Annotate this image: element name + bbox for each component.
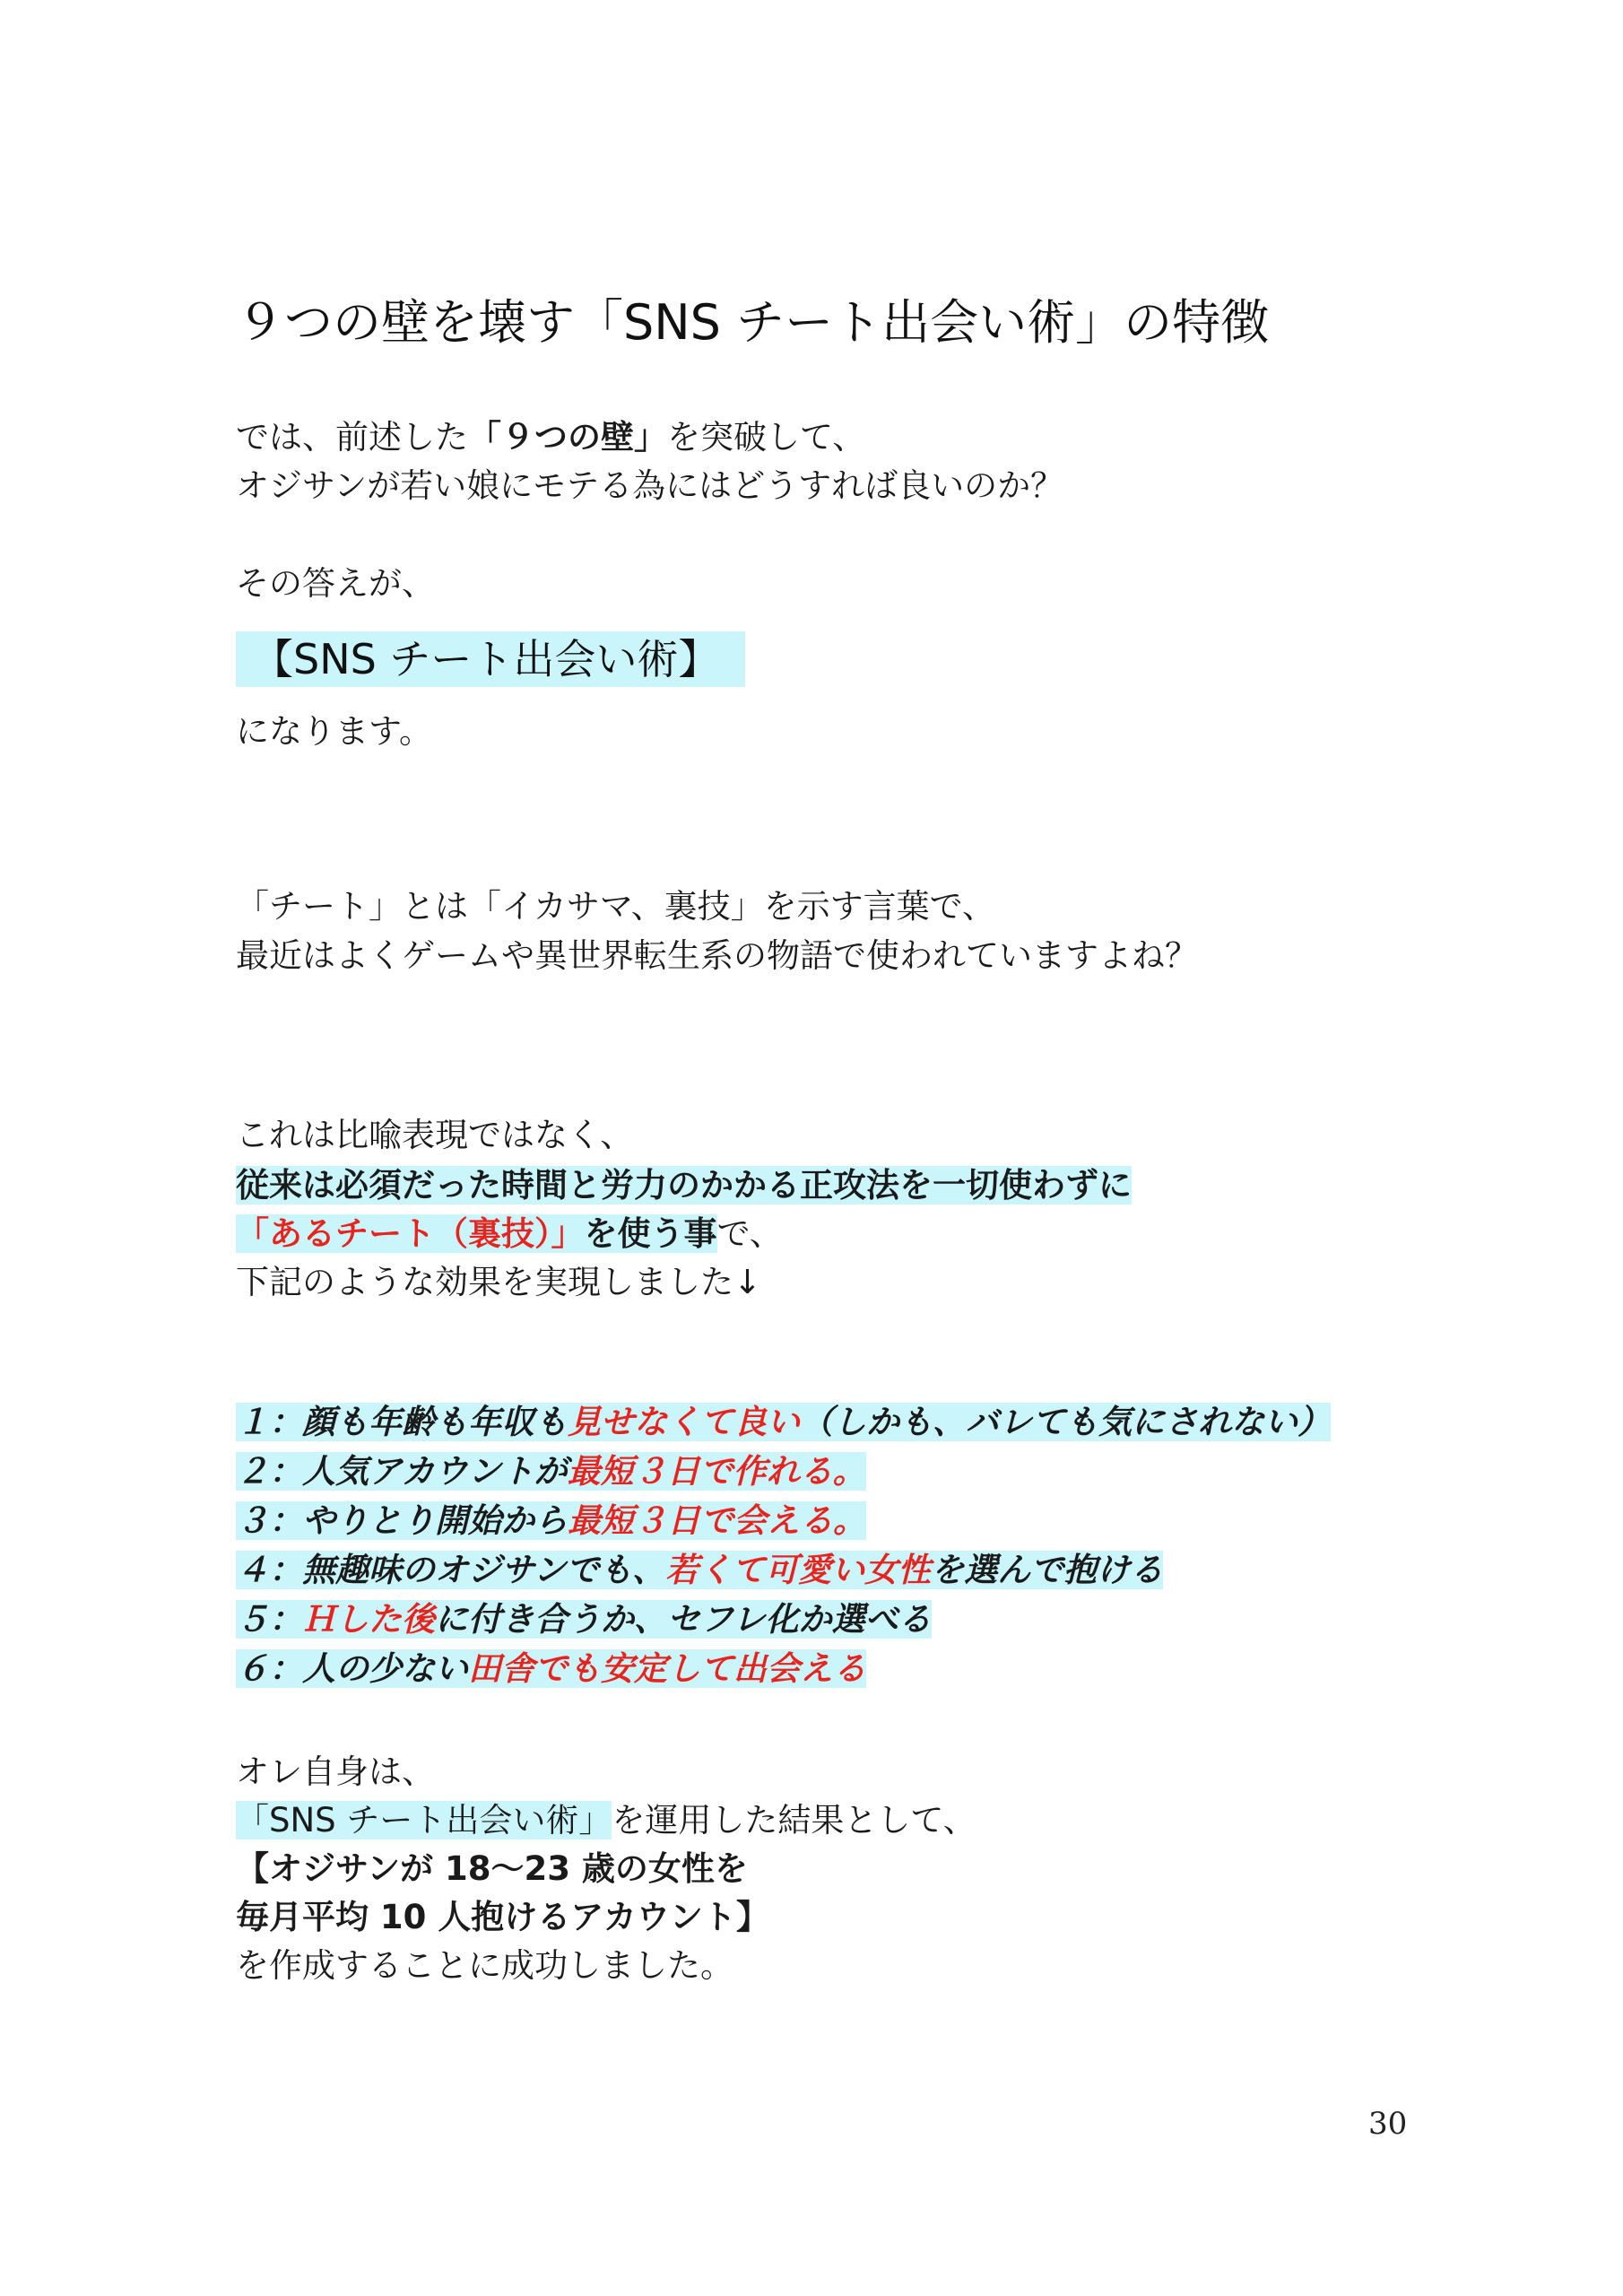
effect-item [236,1547,1163,1594]
effect-emphasis: 最短３日で会える。 [568,1501,866,1540]
effect-text: に付き合うか、セフレ化か選べる [435,1600,932,1639]
effect-emphasis: 田舎でも安定して出会える [468,1649,866,1688]
desc-line-1: これは比喩表現ではなく、 [236,1116,634,1154]
cheat-line-1: 「チート」とは「イカサマ、裏技」を示す言葉で、 [236,887,995,926]
page-title: ９つの壁を壊す「SNS チート出会い術」の特徴 [236,294,1270,351]
effect-text: を選んで抱ける [931,1551,1164,1589]
nine-walls-emphasis: 「９つの壁」 [468,418,667,457]
effect-item [236,1498,866,1544]
effect-text: １：顔も年齢も年収も [236,1403,568,1441]
effect-emphasis: 見せなくて良い [568,1403,800,1441]
effect-text: ３：やりとり開始から [236,1501,568,1540]
effect-item [236,1596,932,1643]
effect-item [236,1448,866,1495]
effect-item [236,1646,866,1692]
cheat-emphasis: 「あるチート（裏技）」 [236,1214,585,1253]
intro-text: では、前述した [236,418,468,457]
desc-line-2 [236,1162,1132,1209]
highlighted-text: 従来は必須だった時間と労力のかかる正攻法を一切使わずに [236,1166,1132,1205]
highlighted-text: を使う事 [584,1214,717,1253]
effect-text: ４：無趣味のオジサンでも、 [236,1551,666,1589]
result-text: を運用した結果として、 [612,1801,976,1839]
effect-item [236,1399,1331,1446]
effect-text: ６：人の少ない [236,1649,468,1688]
result-line-5: を作成することに成功しました。 [236,1946,733,1985]
result-line-4: 毎月平均 10 人抱けるアカウント】 [236,1898,769,1936]
intro-line-2: オジサンが若い娘にモテる為にはどうすれば良いのか？ [236,466,1064,505]
hero-highlight: 【SNS チート出会い術】 [236,631,745,687]
effect-emphasis: 最短３日で作れる。 [567,1452,866,1491]
page-number: 30 [1368,2106,1408,2142]
after-hero-text: になります。 [236,712,433,751]
result-line-3: 【オジサンが 18〜23 歳の女性を [236,1849,748,1888]
result-line-1: オレ自身は、 [236,1752,435,1791]
effect-text: ２：人気アカウントが [236,1452,568,1491]
desc-line-4: 下記のような効果を実現しました↓ [236,1263,762,1301]
result-line-2 [236,1797,976,1844]
effect-emphasis: Ｈした後 [302,1600,435,1639]
effect-emphasis: 若くて可愛い女性 [665,1551,932,1589]
effect-text: （しかも、バレても気にされない） [800,1403,1331,1441]
intro-line-1 [236,414,865,461]
effect-text: ５： [236,1600,302,1639]
cheat-line-2: 最近はよくゲームや異世界転生系の物語で使われていますよね？ [236,936,1198,975]
highlighted-text: 「SNS チート出会い術」 [236,1801,612,1839]
intro-line-3: その答えが、 [236,564,435,603]
desc-text: で、 [716,1214,783,1253]
intro-text: を突破して、 [667,418,866,457]
desc-line-3 [236,1211,783,1257]
